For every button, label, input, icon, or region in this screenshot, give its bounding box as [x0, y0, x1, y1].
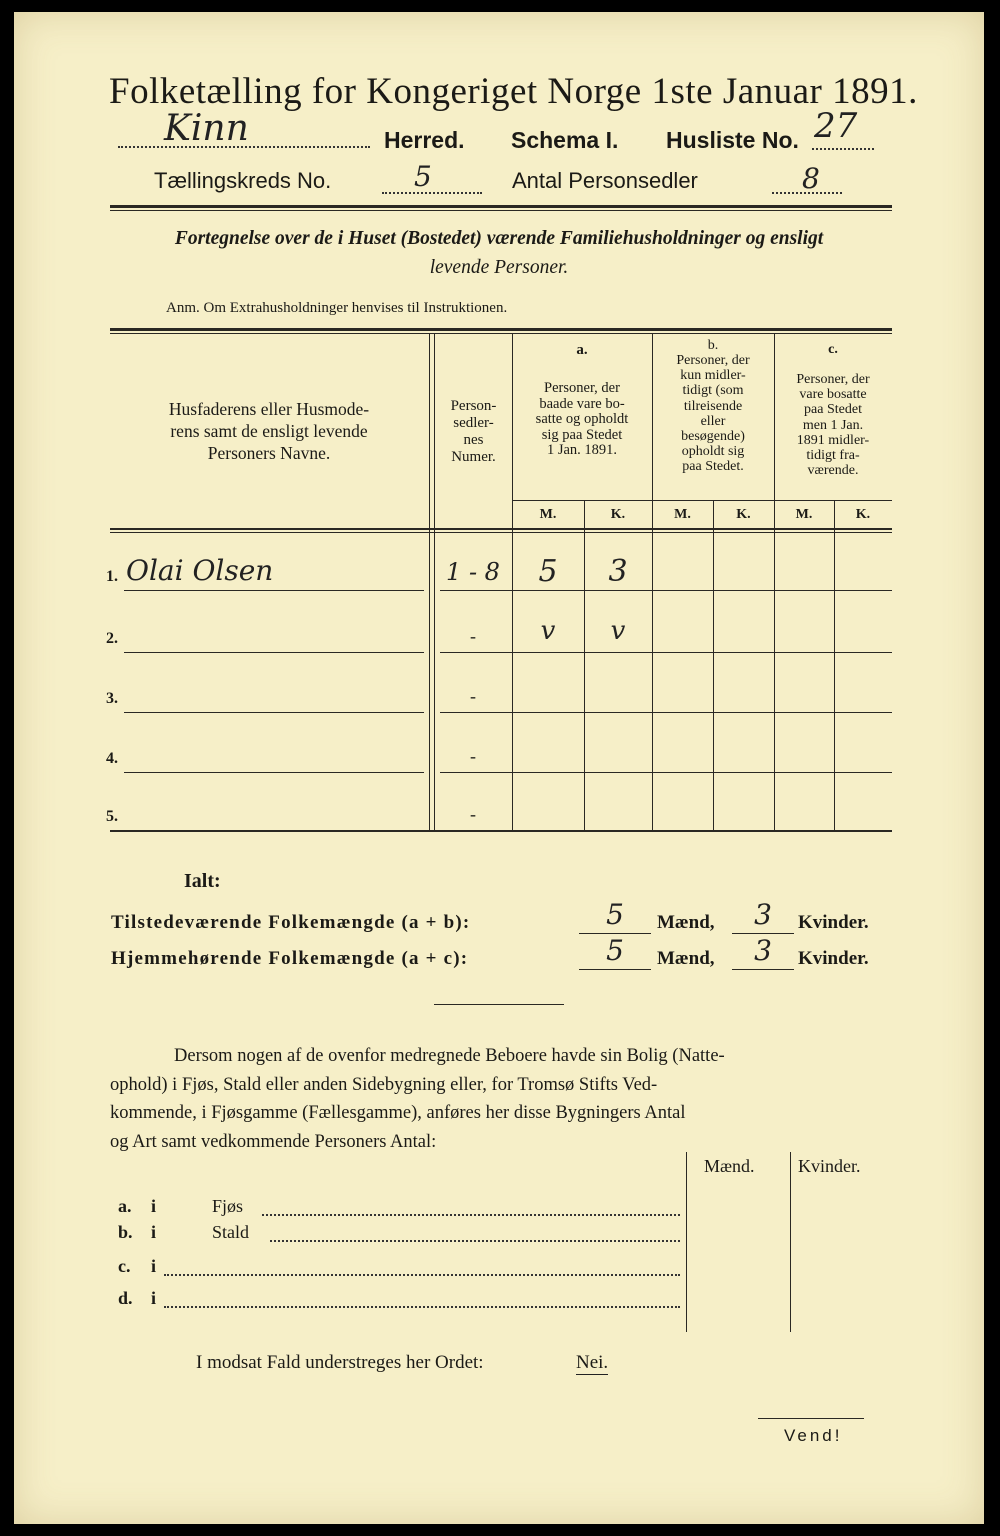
- a-k-label: K.: [610, 507, 626, 522]
- intro-heading-2: levende Personer.: [429, 257, 569, 278]
- sidebygning-paragraph: Dersom nogen af de ovenfor medregnede Beboere havde sin Bolig (Natte- ophold) i Fjøs, Stald eller anden Sidebygning eller, for Tromsø Stifts Ved- kommende, i Fjøsgamme (Fællesgamme), anføres her disse Bygningers Antal og Art samt vedkommende Personers Antal:: [110, 1046, 725, 1152]
- b-m-label: M.: [674, 507, 691, 522]
- row-1-name: Olai Olsen: [126, 554, 274, 587]
- row-3-number: 3.: [106, 690, 118, 707]
- taellingskreds-label: Tællingskreds No.: [154, 168, 332, 193]
- hjemme-maend-label: Mænd,: [657, 948, 715, 969]
- separator: [434, 1004, 564, 1005]
- col-c-letter: c.: [828, 342, 838, 357]
- hjemme-label: Hjemmehørende Folkemængde (a + c):: [111, 948, 469, 969]
- tilstede-maend-label: Mænd,: [657, 912, 715, 933]
- husliste-value: 27: [814, 106, 858, 146]
- col-b-header: Personer, der kun midler- tidigt (som tilreisende eller besøgende) opholdt sig paa Stedet.: [676, 353, 750, 475]
- hjemme-kvinder-label: Kvinder.: [798, 948, 869, 969]
- tilstede-label: Tilstedeværende Folkemængde (a + b):: [111, 912, 471, 933]
- census-form: Folketælling for Kongeriget Norge 1ste Januar 1891. Kinn Herred. Schema I. Husliste No. 27 Tællingskreds No. 5 Antal Personsedler 8 Fortegnelse over de i Huset (Bostedet) værende Familiehusholdninger og ensligt levende Personer. Anm. Om Extrahusholdninger henvises til Instruktionen. Husfaderens eller Husmode- rens samt de ensligt levende Personers Navne. Person- sedler- nes Numer. a. Personer, der baade vare bo- satte og opholdt sig paa Stedet 1 Jan. 1891. b. Personer, der kun midler- tidigt (som tilreisende eller besøgende) opholdt sig paa Stedet. c. Personer, der vare bosatte paa Stedet men 1 Jan. 1891 midler- tidigt fra- værende. M. K. M. K. M. K. 1. Olai Olsen 1 - 8 5 3 2. - v v 3. - 4. - 5. - Ialt: Tilstedeværende Folkemængde (a + b): 5 Mænd, 3 Kvinder. Hjemmehørende Folkemængde (a + c): 5 Mænd, 3 Kvinder. Dersom nogen af de ovenfor medregnede Beboere havde sin Bolig (Natte- ophold) i Fjøs, Stald eller anden Sidebygning eller, for Tromsø Stifts Ved- kommende, i Fjøsgamme (Fællesgamme), anføres her disse Bygningers Antal og Art samt vedkommende Personers Antal: Mænd. Kvinder. a. i Fjøs b. i Stald c. i d. i I modsat Fald understreges her Ordet: Nei. Vend!: [14, 12, 984, 1524]
- form-title: Folketælling for Kongeriget Norge 1ste Januar 1891.: [109, 71, 918, 112]
- anm-note: Anm. Om Extrahusholdninger henvises til Instruktionen.: [166, 300, 508, 316]
- col-a-header: Personer, der baade vare bo- satte og opholdt sig paa Stedet 1 Jan. 1891.: [535, 380, 629, 458]
- building-c-letter: c.: [118, 1256, 131, 1276]
- hjemme-kvinder-value: 3: [754, 934, 772, 967]
- c-m-label: M.: [795, 507, 813, 522]
- taellingskreds-value: 5: [414, 160, 432, 193]
- building-b-letter: b.: [118, 1222, 133, 1242]
- intro-heading-1: Fortegnelse over de i Huset (Bostedet) værende Familiehusholdninger og ensligt: [174, 228, 824, 249]
- header-rule-thin: [110, 210, 892, 211]
- row-2-number: 2.: [106, 630, 118, 647]
- row-2-a-m: v: [540, 616, 556, 646]
- row-5-numer: -: [470, 804, 476, 824]
- building-a-label: Fjøs: [212, 1196, 244, 1216]
- row-1-a-k: 3: [608, 554, 628, 589]
- buildings-maend-header: Mænd.: [704, 1156, 755, 1176]
- row-2-numer: -: [470, 626, 476, 646]
- modsat-text: I modsat Fald understreges her Ordet:: [196, 1352, 484, 1373]
- col-b-letter: b.: [707, 338, 719, 353]
- col-name-header: Husfaderens eller Husmode- rens samt de ensligt levende Personers Navne.: [168, 399, 370, 463]
- building-b-label: Stald: [212, 1222, 250, 1242]
- taellingskreds-dotted-line: [382, 192, 482, 194]
- hjemme-maend-value: 5: [606, 934, 624, 967]
- husliste-dotted-line: [812, 148, 874, 150]
- husliste-label: Husliste No.: [666, 127, 799, 153]
- col-numer-header: Person- sedler- nes Numer.: [450, 398, 497, 465]
- row-4-numer: -: [470, 746, 476, 766]
- header-rule: [110, 205, 892, 208]
- table-top-rule: [110, 328, 892, 331]
- row-1-number: 1.: [106, 568, 118, 585]
- row-3-numer: -: [470, 686, 476, 706]
- a-m-label: M.: [539, 507, 557, 522]
- nei-word: Nei.: [576, 1352, 609, 1373]
- tilstede-kvinder-label: Kvinder.: [798, 912, 869, 933]
- col-c-header: Personer, der vare bosatte paa Stedet men 1 Jan. 1891 midler- tidigt fra- værende.: [796, 372, 870, 479]
- row-1-numer: 1 - 8: [446, 558, 500, 586]
- herred-value: Kinn: [164, 108, 249, 149]
- tilstede-maend-value: 5: [606, 898, 624, 931]
- building-a-letter: a.: [118, 1196, 132, 1216]
- row-2-a-k: v: [610, 616, 626, 646]
- row-4-number: 4.: [106, 750, 118, 767]
- row-1-a-m: 5: [538, 554, 558, 589]
- b-k-label: K.: [736, 507, 751, 522]
- c-k-label: K.: [855, 507, 871, 522]
- col-a-letter: a.: [576, 342, 588, 358]
- building-d-letter: d.: [118, 1288, 133, 1308]
- ialt-label: Ialt:: [184, 870, 221, 892]
- row-5-number: 5.: [106, 808, 118, 825]
- herred-label: Herred.: [384, 127, 465, 153]
- antal-value: 8: [802, 162, 820, 195]
- vend-text: Vend!: [784, 1426, 843, 1445]
- antal-label: Antal Personsedler: [512, 168, 698, 193]
- mk-rule: [512, 500, 892, 501]
- schema-label: Schema I.: [511, 127, 619, 153]
- tilstede-kvinder-value: 3: [754, 898, 772, 931]
- buildings-kvinder-header: Kvinder.: [798, 1156, 861, 1176]
